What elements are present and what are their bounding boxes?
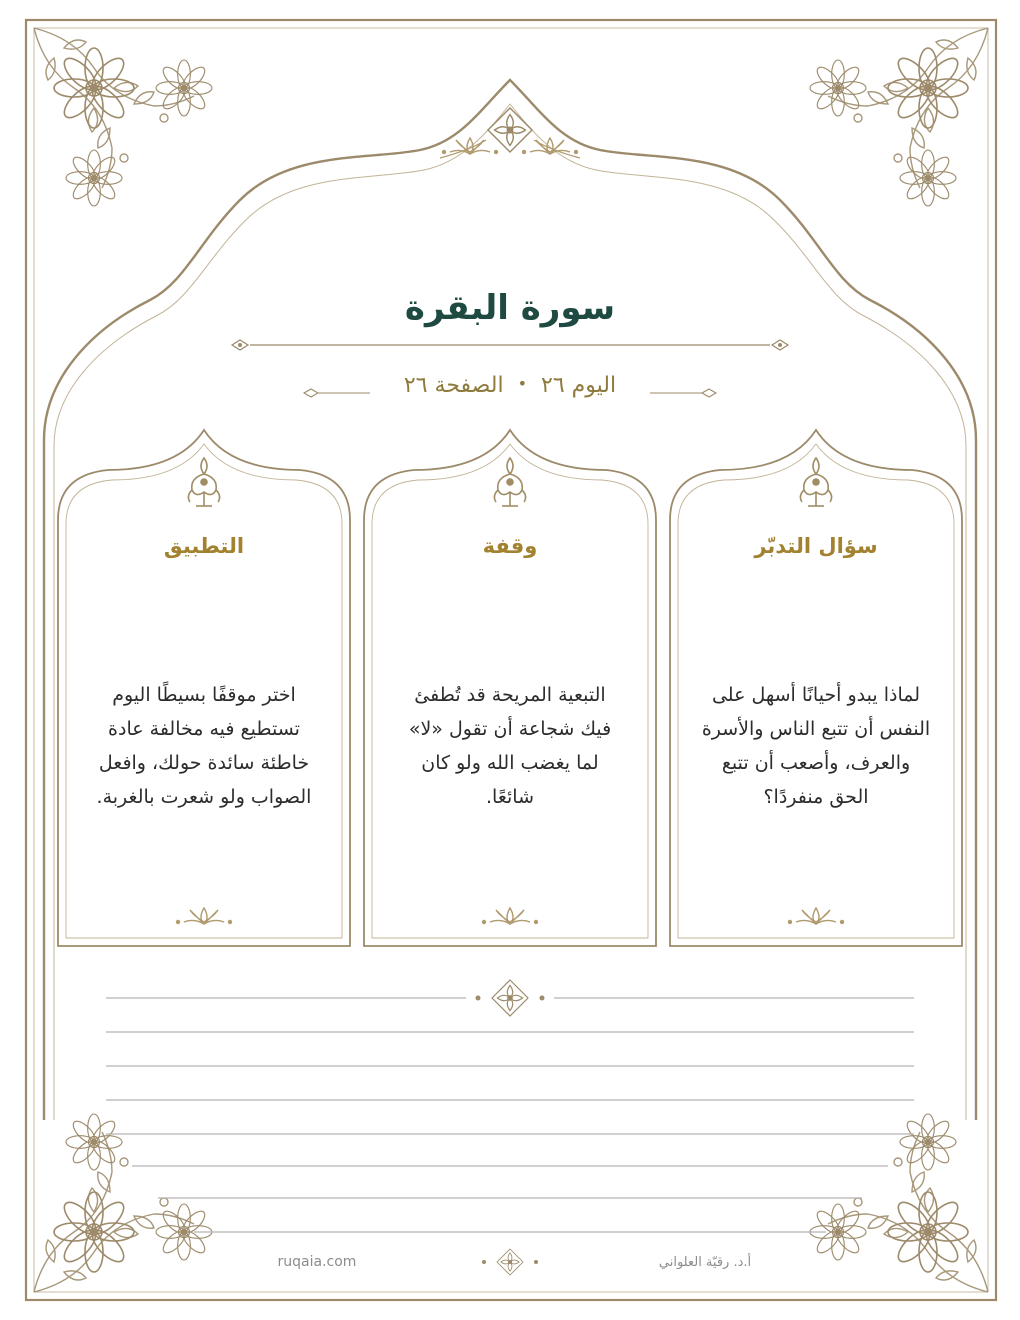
day-page-subtitle	[360, 373, 660, 398]
arch-top-rosette	[488, 108, 532, 152]
card-lotus-icon	[789, 908, 844, 924]
card-finial-icon	[800, 458, 831, 506]
corner-ornament-top-left	[34, 28, 212, 206]
card-line: لما يغضب الله ولو كان	[421, 752, 599, 774]
corner-ornament-bottom-right	[810, 1114, 988, 1292]
card-heading-application: التطبيق	[163, 534, 245, 558]
card-body-reflection	[691, 678, 941, 814]
card-line: لماذا يبدو أحيانًا أسهل على	[711, 684, 921, 706]
footer-author: أ.د. رقيّة العلواني	[658, 1255, 752, 1270]
card-heading-reflection: سؤال التدبّر	[754, 534, 878, 558]
card-line: التبعية المريحة قد تُطفئ	[414, 684, 606, 706]
card-line: شائعًا.	[486, 786, 534, 808]
card-line: النفس أن تتبع الناس والأسرة	[701, 718, 931, 740]
card-finial-icon	[188, 458, 219, 506]
card-line: فيك شجاعة أن تقول «لا»	[408, 718, 612, 740]
card-line: خاطئة سائدة حولك، وافعل	[98, 752, 310, 774]
card-heading-pause: وقفة	[482, 534, 538, 558]
card-body-pause	[385, 678, 635, 814]
card-finial-icon	[494, 458, 525, 506]
card-lotus-icon	[483, 908, 538, 924]
footer-site-link[interactable]: ruqaia.com	[277, 1254, 357, 1270]
card-lotus-icon	[177, 908, 232, 924]
divider-rosette-icon	[492, 980, 528, 1016]
card-line: تستطيع فيه مخالفة عادة	[108, 718, 300, 740]
footer-rosette-icon	[497, 1249, 523, 1275]
separator-dot: •	[517, 374, 527, 393]
card-body-application	[79, 678, 329, 814]
corner-ornament-top-right	[810, 28, 988, 206]
page-title: سورة البقرة	[404, 288, 616, 328]
day-label: اليوم ٢٦	[541, 373, 617, 398]
corner-ornament-bottom-left	[34, 1114, 212, 1292]
card-line: والعرف، وأصعب أن تتبع	[721, 752, 911, 774]
card-line: الصواب ولو شعرت بالغربة.	[96, 786, 312, 808]
page-label: الصفحة ٢٦	[403, 373, 504, 398]
card-line: الحق منفردًا؟	[763, 786, 869, 808]
card-line: اختر موقفًا بسيطًا اليوم	[112, 684, 296, 706]
writing-lines	[106, 998, 914, 1232]
